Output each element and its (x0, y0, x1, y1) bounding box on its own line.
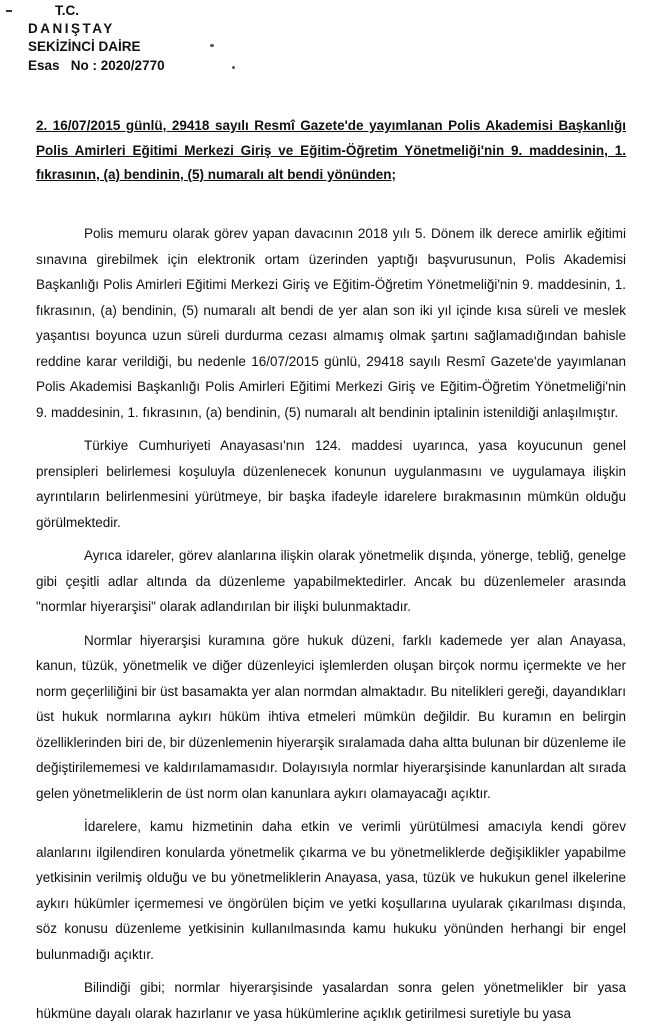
chamber-name: SEKİZİNCİ DAİRE (28, 39, 141, 54)
paragraph: Bilindiği gibi; normlar hiyerarşisinde yasalardan sonra gelen yönetmelikler bir yasa hükmüne dayalı olarak hazırlanır ve yasa hükümlerine açıklık getirilmesi suretiyle bu yasa (36, 980, 626, 1021)
scan-speck (232, 66, 235, 69)
paragraph: Normlar hiyerarşisi kuramına göre hukuk düzeni, farklı kademede yer alan Anayasa, kanun, tüzük, yönetmelik ve diğer düzenleyici işlemlerden oluşan birçok normu içermekte ve her norm geçerliliğini bir üst basamakta yer alan normdan almaktadır. Bu nitelikleri gereği, dayandıkları üst hukuk normlarına aykırı hüküm ihtiva etmeleri mümkün değildir. Bu kuramın en belirgin özelliklerinden biri de, bir düzenlemenin hiyerarşik sıralamada daha altta bulunan bir düzenleme ile değiştirilememesi ve kaldırılamamasıdır. Dolayısıyla normlar hiyerarşisinde kanunlardan alt sırada gelen yönetmeliklerin de üst norm olan kanunlara aykırı olamayacağı açıktır. (36, 632, 626, 801)
scan-mark (6, 10, 12, 12)
case-number: Esas No : 2020/2770 (28, 58, 165, 73)
header-tc: T.C. (55, 3, 80, 18)
paragraph: Türkiye Cumhuriyeti Anayasası'nın 124. maddesi uyarınca, yasa koyucunun genel prensipleri belirlemesi koşuluyla düzenlenecek konunun uygulanmasını ve uygulamaya ilişkin ayrıntıların belirlenmesini yürütmeye, bir başka ifadeyle idarelere bırakmasının mümkün olduğu görülmektedir. (36, 438, 626, 530)
document-body (36, 221, 626, 1034)
section-heading: 2. 16/07/2015 günlü, 29418 sayılı Resmî Gazete'de yayımlanan Polis Akademisi Başkanlığı Polis Amirleri Eğitimi Merkezi Giriş ve Eğitim-Öğretim Yönetmeliği'nin 9. maddesinin, 1. fıkrasının, (a) bendinin, (5) numaralı alt bendi yönünden; (36, 118, 626, 182)
court-name: DANIŞTAY (28, 21, 115, 36)
scan-speck (210, 44, 214, 47)
paragraph: İdarelere, kamu hizmetinin daha etkin ve verimli yürütülmesi amacıyla kendi görev alanlarını ilgilendiren konularda yönetmelik çıkarma ve bu yönetmeliklerde değişiklikler yapabilme yetkisinin verilmiş olduğu ve bu yönetmeliklerin Anayasa, yasa, tüzük ve hukukun genel ilkelerine aykırı hükümler içermemesi ve öngörülen biçim ve yetki koşullarına uyularak çıkarılması dışında, söz konusu düzenleme yetkisinin kullanılmasında kamu hukuku yönünden herhangi bir engel bulunmadığı açıktır. (36, 819, 626, 962)
paragraph: Polis memuru olarak görev yapan davacının 2018 yılı 5. Dönem ilk derece amirlik eğitimi sınavına girebilmek için elektronik ortam üzerinden yaptığı başvurusunun, Polis Akademisi Başkanlığı Polis Amirleri Eğitimi Merkezi Giriş ve Eğitim-Öğretim Yönetmeliği'nin 9. maddesinin, 1. fıkrasının, (a) bendinin, (5) numaralı alt bendi de yer alan son iki yıl içinde kısa süreli ve meslek yaşantısı boyunca uzun süreli durdurma cezası almamış olmak şartını sağlamadığından bahisle reddine karar verildiği, bu nedenle 16/07/2015 günlü, 29418 sayılı Resmî Gazete'de yayımlanan Polis Akademisi Başkanlığı Polis Amirleri Eğitimi Merkezi Giriş ve Eğitim-Öğretim Yönetmeliği'nin 9. maddesinin, 1. fıkrasının, (a) bendinin, (5) numaralı alt bendinin iptalinin istenildiği anlaşılmıştır. (36, 226, 626, 420)
paragraph: Ayrıca idareler, görev alanlarına ilişkin olarak yönetmelik dışında, yönerge, tebliğ, genelge gibi çeşitli adlar altında da düzenleme yapabilmektedirler. Ancak bu düzenlemeler arasında "normlar hiyerarşisi" olarak adlandırılan bir ilişki bulunmaktadır. (36, 548, 626, 614)
